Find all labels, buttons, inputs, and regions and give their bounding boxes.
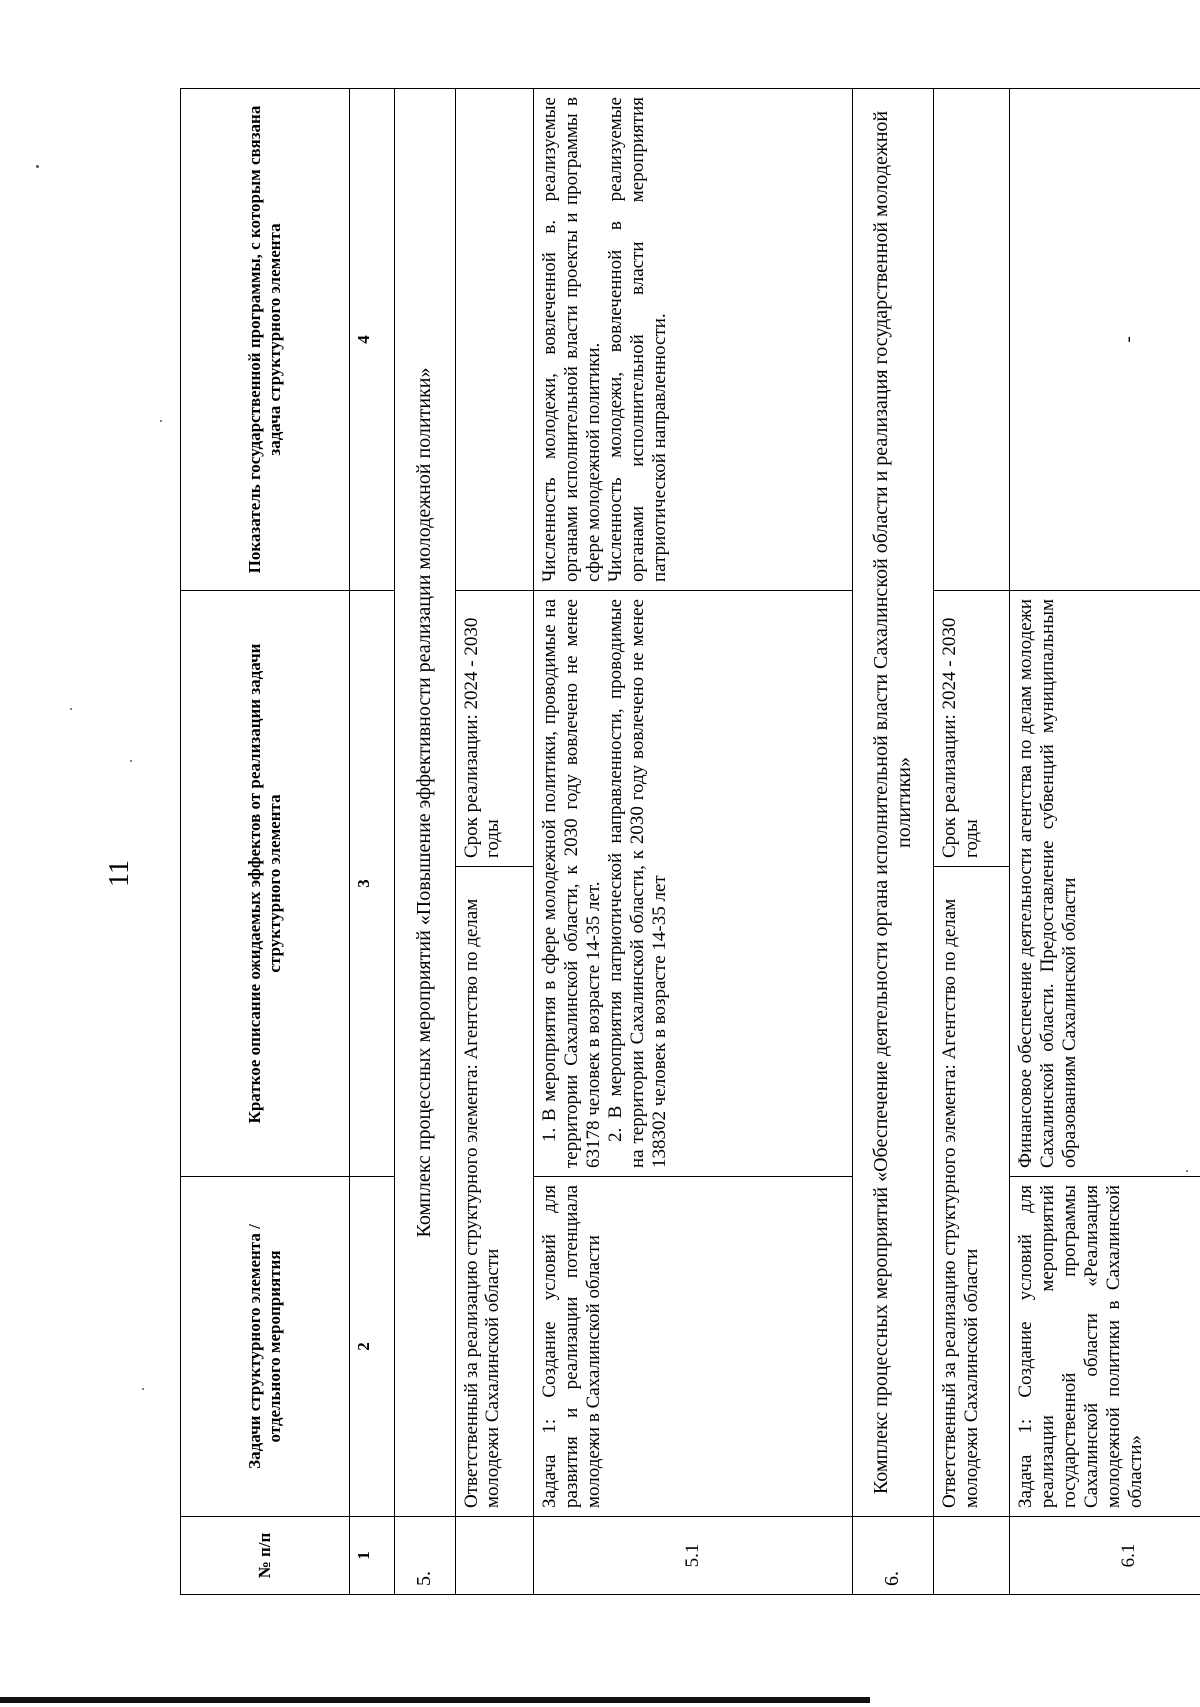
indicator-cell [534,89,852,591]
column-number: 2 [349,1177,394,1517]
table-row [1010,89,1200,1595]
column-number: 1 [349,1517,394,1595]
section-header-row [852,89,933,1595]
empty-cell [933,1517,1010,1595]
indicator-text: Численность молодежи, вовлеченной в реализуемые органами исполнительной власти мероприятия патриотической направленности. [604,97,670,582]
program-table [180,88,1200,1595]
scan-speck [142,1388,144,1390]
section-number: 6. [852,1517,933,1595]
responsible-row [933,89,1010,1595]
task-text: Задача 1: Создание условий для развития и реализации потенциала молодежи в Сахалинской области [534,1177,852,1517]
table-rotated-holder [180,89,1200,1595]
section-number: 5. [394,1517,455,1595]
term-text: Срок реализации: 2024 - 2030 годы [455,591,534,867]
effect-text: 1. В мероприятия в сфере молодежной политики, проводимые на территории Сахалинской области, к 2030 году вовлечено не менее 63178 человек в возрасте 14-35 лет. [539,599,605,1168]
effect-text: 2. В мероприятия патриотической направленности, проводимые на территории Сахалинской области, к 2030 году вовлечено не менее 138302 человек в возрасте 14-35 лет [604,599,670,1168]
header-row [181,89,350,1595]
scan-speck [160,420,162,422]
section-title: Комплекс процессных мероприятий «Обеспечение деятельности органа исполнительной власти Сахалинской области и реализация государственной молодежной политики» [852,89,933,1517]
header-indicator: Показатель государственной программы, с которым связана задача структурного элемента [181,89,350,591]
empty-cell [933,89,1010,591]
column-number: 4 [349,89,394,591]
column-number: 3 [349,591,394,1177]
term-text: Срок реализации: 2024 - 2030 годы [933,591,1010,867]
scan-edge-line [0,1697,870,1703]
indicator-text: - [1010,89,1200,591]
indicator-text: Численность молодежи, вовлеченной в. реализуемые органами исполнительной власти проекты и программы в сфере молодежной политики. [539,97,605,582]
row-number: 6.1 [1010,1517,1200,1595]
table-row [534,89,852,1595]
scan-speck [130,760,132,762]
row-number: 5.1 [534,1517,852,1595]
header-effect: Краткое описание ожидаемых эффектов от реализации задачи структурного элемента [181,591,350,1177]
scan-speck [1186,1170,1188,1172]
empty-cell [455,1517,534,1595]
scan-speck [70,708,72,710]
responsible-text: Ответственный за реализацию структурного элемента: Агентство по делам молодежи Сахалинской области [933,867,1010,1517]
effect-text: Финансовое обеспечение деятельности агентства по делам молодежи Сахалинской области. Предоставление субвенций муниципальным образованиям Сахалинской области [1010,591,1200,1177]
effect-cell [534,591,852,1177]
column-number-row [349,89,394,1595]
header-task: Задачи структурного элемента / отдельного мероприятия [181,1177,350,1517]
empty-cell [455,89,534,591]
page-number: 11 [104,860,135,887]
scan-speck [36,165,39,168]
responsible-row [455,89,534,1595]
section-header-row [394,89,455,1595]
header-num: № п/п [181,1517,350,1595]
section-title: Комплекс процессных мероприятий «Повышение эффективности реализации молодежной политики» [394,89,455,1517]
task-text: Задача 1: Создание условий для реализации мероприятий государственной программы Сахалинской области «Реализация молодежной политики в Сахалинской области» [1010,1177,1200,1517]
responsible-text: Ответственный за реализацию структурного элемента: Агентство по делам молодежи Сахалинской области [455,867,534,1517]
